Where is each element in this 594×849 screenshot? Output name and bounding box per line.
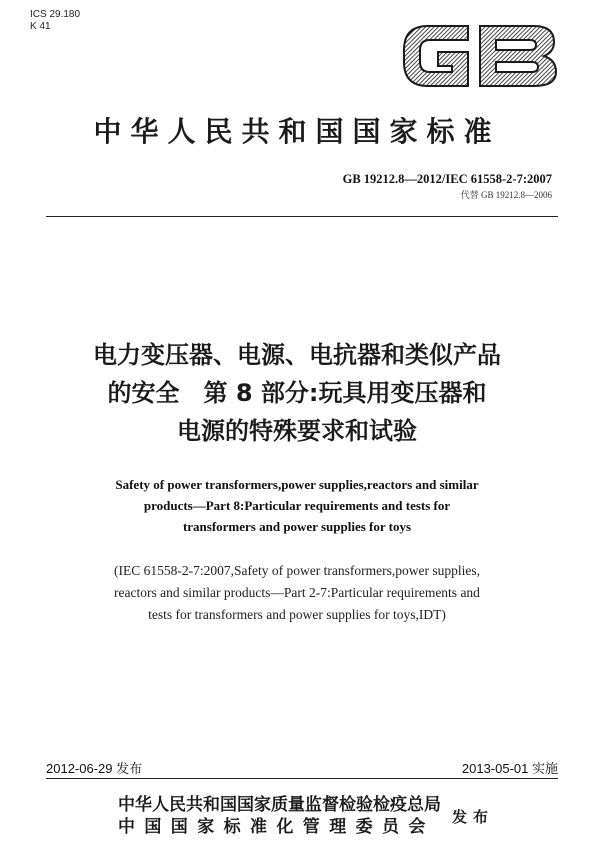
iec-line: reactors and similar products—Part 2-7:Particular requirements and xyxy=(114,585,480,600)
standard-number xyxy=(343,172,552,187)
classification-codes xyxy=(30,9,80,33)
english-title-line: Safety of power transformers,power supplies,reactors and similar xyxy=(115,477,479,492)
english-title-line: transformers and power supplies for toys xyxy=(182,519,412,534)
english-title xyxy=(0,474,594,537)
iec-line: tests for transformers and power supplies for toys,IDT) xyxy=(148,607,446,622)
implement-date: 2013-05-01 实施 xyxy=(461,761,558,776)
ccs-code: K 41 xyxy=(30,21,51,32)
issuer-sac: 中国国家标准化管理委员会 xyxy=(118,817,435,837)
issuer-aqsiq: 中华人民共和国国家质量监督检验检疫总局 xyxy=(118,795,441,815)
country-standard-heading: 中华人民共和国国家标准 xyxy=(93,115,501,148)
iec-line: (IEC 61558-2-7:2007,Safety of power transformers,power supplies, xyxy=(114,563,480,578)
chinese-title-line: 电源的特殊要求和试验 xyxy=(177,417,417,445)
chinese-title-line: 的安全 第 8 部分:玩具用变压器和 xyxy=(107,379,487,407)
publish-date: 2012-06-29 发布 xyxy=(46,761,143,776)
iec-equivalence xyxy=(0,560,594,626)
gb-logo-icon xyxy=(398,20,560,92)
issuing-authorities xyxy=(118,794,441,838)
bottom-divider xyxy=(46,778,558,779)
standard-number-text: GB 19212.8—2012/IEC 61558-2-7:2007 xyxy=(342,172,552,186)
ics-code: ICS 29.180 xyxy=(30,9,81,20)
chinese-title-line: 电力变压器、电源、电抗器和类似产品 xyxy=(93,341,501,369)
replaces-note: 代替 GB 19212.8—2006 xyxy=(460,190,552,200)
top-divider xyxy=(46,216,558,217)
english-title-line: products—Part 8:Particular requirements and tests for xyxy=(143,498,451,513)
issue-label: 发布 xyxy=(452,808,495,826)
chinese-title xyxy=(0,336,594,450)
